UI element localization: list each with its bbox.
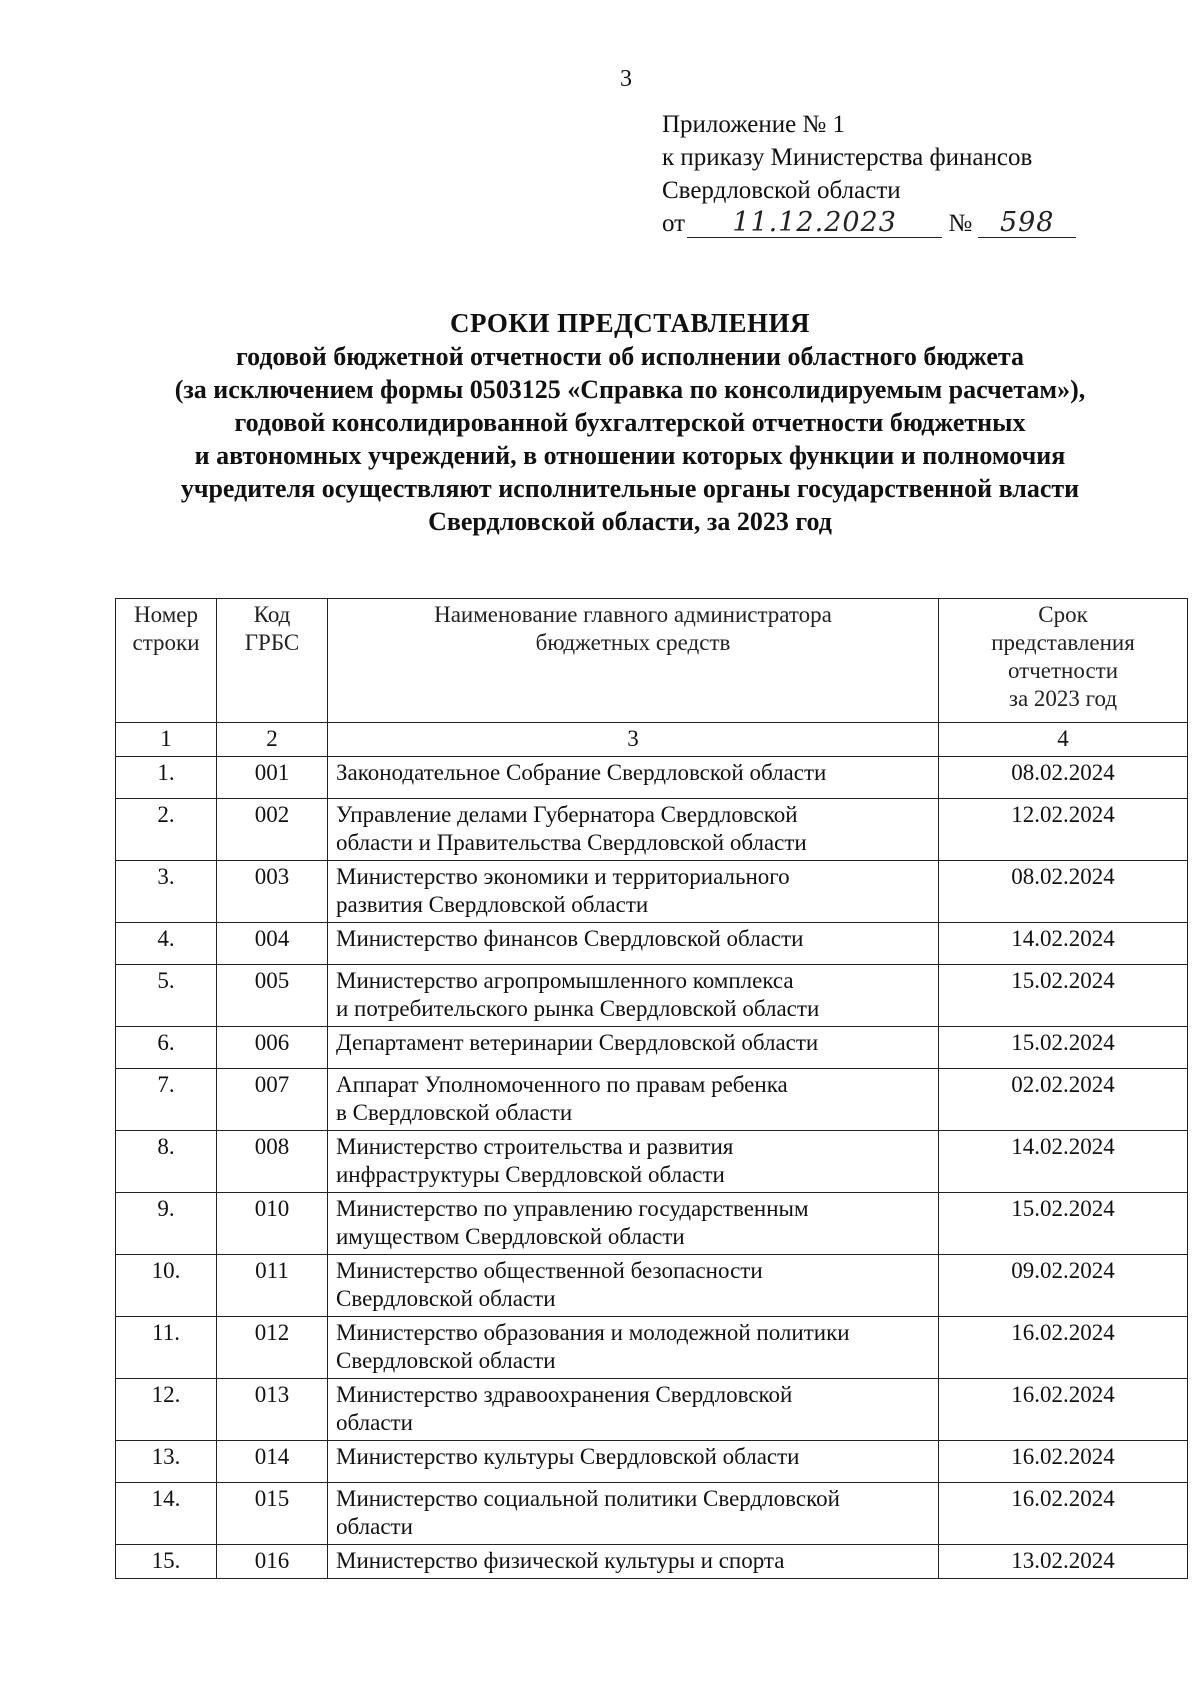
table-row (116, 1027, 1188, 1069)
table-row (116, 1131, 1188, 1193)
heading-line: (за исключением формы 0503125 «Справка по консолидируемым расчетам»), (174, 375, 1086, 404)
heading-line: Свердловской области, за 2023 год (428, 507, 832, 536)
administrator-name-line: Министерство агропромышленного комплекса (336, 968, 794, 993)
administrator-name-cell (328, 923, 939, 965)
table-row (116, 965, 1188, 1027)
header-text: Наименование главного администратора (434, 602, 832, 627)
administrator-name-cell (328, 965, 939, 1027)
table-row (116, 1069, 1188, 1131)
deadline-cell: 13.02.2024 (939, 1545, 1188, 1579)
administrator-name-line: Министерство финансов Свердловской области (336, 926, 804, 951)
row-number-cell: 9. (116, 1193, 217, 1255)
administrator-name-line: Свердловской области (336, 1286, 556, 1311)
administrator-name-line: Законодательное Собрание Свердловской области (336, 760, 827, 785)
page-number: 3 (620, 66, 632, 92)
row-number-cell: 4. (116, 923, 217, 965)
handwritten-number: 598 (978, 209, 1076, 238)
table-row (116, 861, 1188, 923)
header-grbs-code (217, 599, 328, 723)
row-number-cell: 2. (116, 799, 217, 861)
row-number-cell: 1. (116, 757, 217, 799)
administrator-name-cell (328, 1027, 939, 1069)
grbs-code-cell: 016 (217, 1545, 328, 1579)
administrator-name-line: области и Правительства Свердловской области (336, 830, 807, 855)
administrator-name-cell (328, 861, 939, 923)
administrator-name-line: Министерство образования и молодежной политики (336, 1320, 850, 1345)
deadline-cell: 08.02.2024 (939, 757, 1188, 799)
header-text: за 2023 год (1008, 686, 1118, 711)
row-number-cell: 14. (116, 1483, 217, 1545)
administrator-name-line: Управление делами Губернатора Свердловской (336, 802, 798, 827)
row-number-cell: 12. (116, 1379, 217, 1441)
administrator-name-cell (328, 757, 939, 799)
deadline-cell: 16.02.2024 (939, 1441, 1188, 1483)
administrator-name-line: в Свердловской области (336, 1100, 573, 1125)
row-number-cell: 6. (116, 1027, 217, 1069)
heading-line: учредителя осуществляют исполнительные органы государственной власти (180, 474, 1080, 503)
grbs-code-cell: 004 (217, 923, 328, 965)
row-number-cell: 10. (116, 1255, 217, 1317)
table-row (116, 1545, 1188, 1579)
grbs-code-cell: 006 (217, 1027, 328, 1069)
table-row (116, 799, 1188, 861)
deadline-cell: 15.02.2024 (939, 1193, 1188, 1255)
grbs-code-cell: 003 (217, 861, 328, 923)
administrator-name-line: области (336, 1514, 413, 1539)
grbs-code-cell: 007 (217, 1069, 328, 1131)
header-text: отчетности (1007, 658, 1119, 683)
table-row (116, 1317, 1188, 1379)
deadline-cell: 16.02.2024 (939, 1483, 1188, 1545)
column-number: 4 (939, 723, 1188, 757)
table-header-row (116, 599, 1188, 723)
grbs-code-cell: 005 (217, 965, 328, 1027)
grbs-code-cell: 008 (217, 1131, 328, 1193)
appendix-date-number-row (662, 207, 1076, 241)
appendix-line-2: к приказу Министерства финансов (662, 144, 1033, 171)
heading-line: годовой консолидированной бухгалтерской отчетности бюджетных (234, 408, 1026, 437)
administrator-name-line: Министерство по управлению государственным (336, 1196, 809, 1221)
handwritten-date: 11.12.2023 (687, 209, 942, 238)
administrator-name-line: области (336, 1410, 413, 1435)
header-text: строки (132, 630, 200, 655)
deadline-cell: 15.02.2024 (939, 965, 1188, 1027)
header-text: Номер (134, 602, 198, 627)
date-prefix: от (662, 210, 686, 237)
row-number-cell: 7. (116, 1069, 217, 1131)
row-number-cell: 5. (116, 965, 217, 1027)
administrator-name-cell (328, 1441, 939, 1483)
column-number: 3 (328, 723, 939, 757)
table-row (116, 923, 1188, 965)
table-row (116, 1193, 1188, 1255)
administrator-name-line: Свердловской области (336, 1348, 556, 1373)
administrator-name-cell (328, 1069, 939, 1131)
administrator-name-line: Министерство общественной безопасности (336, 1258, 763, 1283)
row-number-cell: 11. (116, 1317, 217, 1379)
header-text: Срок (1038, 602, 1088, 627)
table-row (116, 1255, 1188, 1317)
administrator-name-line: Департамент ветеринарии Свердловской области (336, 1030, 819, 1055)
header-administrator-name (328, 599, 939, 723)
administrator-name-cell (328, 1131, 939, 1193)
header-row-number (116, 599, 217, 723)
appendix-block (662, 108, 1076, 241)
deadline-cell: 14.02.2024 (939, 923, 1188, 965)
header-text: ГРБС (244, 630, 300, 655)
administrator-name-line: инфраструктуры Свердловской области (336, 1162, 725, 1187)
table-row (116, 1441, 1188, 1483)
administrator-name-line: и потребительского рынка Свердловской области (336, 996, 820, 1021)
deadline-cell: 02.02.2024 (939, 1069, 1188, 1131)
heading-title: СРОКИ ПРЕДСТАВЛЕНИЯ (449, 308, 810, 338)
table-row (116, 1483, 1188, 1545)
grbs-code-cell: 002 (217, 799, 328, 861)
administrator-name-line: Министерство физической культуры и спорта (336, 1548, 785, 1573)
appendix-line-1: Приложение № 1 (662, 111, 846, 138)
administrator-name-line: Министерство экономики и территориального (336, 864, 790, 889)
row-number-cell: 3. (116, 861, 217, 923)
column-number-row (116, 723, 1188, 757)
administrator-name-cell (328, 799, 939, 861)
deadline-cell: 14.02.2024 (939, 1131, 1188, 1193)
appendix-line-3: Свердловской области (662, 177, 901, 204)
number-prefix: № (948, 210, 973, 237)
administrator-name-cell (328, 1545, 939, 1579)
heading-line: годовой бюджетной отчетности об исполнении областного бюджета (235, 342, 1025, 371)
row-number-cell: 8. (116, 1131, 217, 1193)
heading-line: и автономных учреждений, в отношении которых функции и полномочия (194, 441, 1066, 470)
deadline-cell: 08.02.2024 (939, 861, 1188, 923)
deadlines-table (115, 598, 1188, 1579)
header-text: представления (991, 630, 1135, 655)
row-number-cell: 13. (116, 1441, 217, 1483)
document-heading (80, 307, 1180, 538)
grbs-code-cell: 013 (217, 1379, 328, 1441)
header-deadline (939, 599, 1188, 723)
grbs-code-cell: 011 (217, 1255, 328, 1317)
administrator-name-line: Аппарат Уполномоченного по правам ребенка (336, 1072, 788, 1097)
administrator-name-cell (328, 1379, 939, 1441)
deadline-cell: 15.02.2024 (939, 1027, 1188, 1069)
deadline-cell: 16.02.2024 (939, 1317, 1188, 1379)
column-number: 2 (217, 723, 328, 757)
grbs-code-cell: 010 (217, 1193, 328, 1255)
administrator-name-cell (328, 1193, 939, 1255)
grbs-code-cell: 015 (217, 1483, 328, 1545)
administrator-name-line: имуществом Свердловской области (336, 1224, 685, 1249)
grbs-code-cell: 014 (217, 1441, 328, 1483)
deadline-cell: 09.02.2024 (939, 1255, 1188, 1317)
administrator-name-line: Министерство социальной политики Свердловской (336, 1486, 840, 1511)
administrator-name-line: Министерство здравоохранения Свердловской (336, 1382, 793, 1407)
deadline-cell: 16.02.2024 (939, 1379, 1188, 1441)
table-row (116, 1379, 1188, 1441)
grbs-code-cell: 001 (217, 757, 328, 799)
header-text: бюджетных средств (535, 630, 731, 655)
table-row (116, 757, 1188, 799)
administrator-name-cell (328, 1483, 939, 1545)
administrator-name-line: Министерство культуры Свердловской области (336, 1444, 800, 1469)
row-number-cell: 15. (116, 1545, 217, 1579)
deadline-cell: 12.02.2024 (939, 799, 1188, 861)
administrator-name-cell (328, 1255, 939, 1317)
grbs-code-cell: 012 (217, 1317, 328, 1379)
administrator-name-line: развития Свердловской области (336, 892, 649, 917)
header-text: Код (253, 602, 291, 627)
administrator-name-line: Министерство строительства и развития (336, 1134, 734, 1159)
administrator-name-cell (328, 1317, 939, 1379)
column-number: 1 (116, 723, 217, 757)
